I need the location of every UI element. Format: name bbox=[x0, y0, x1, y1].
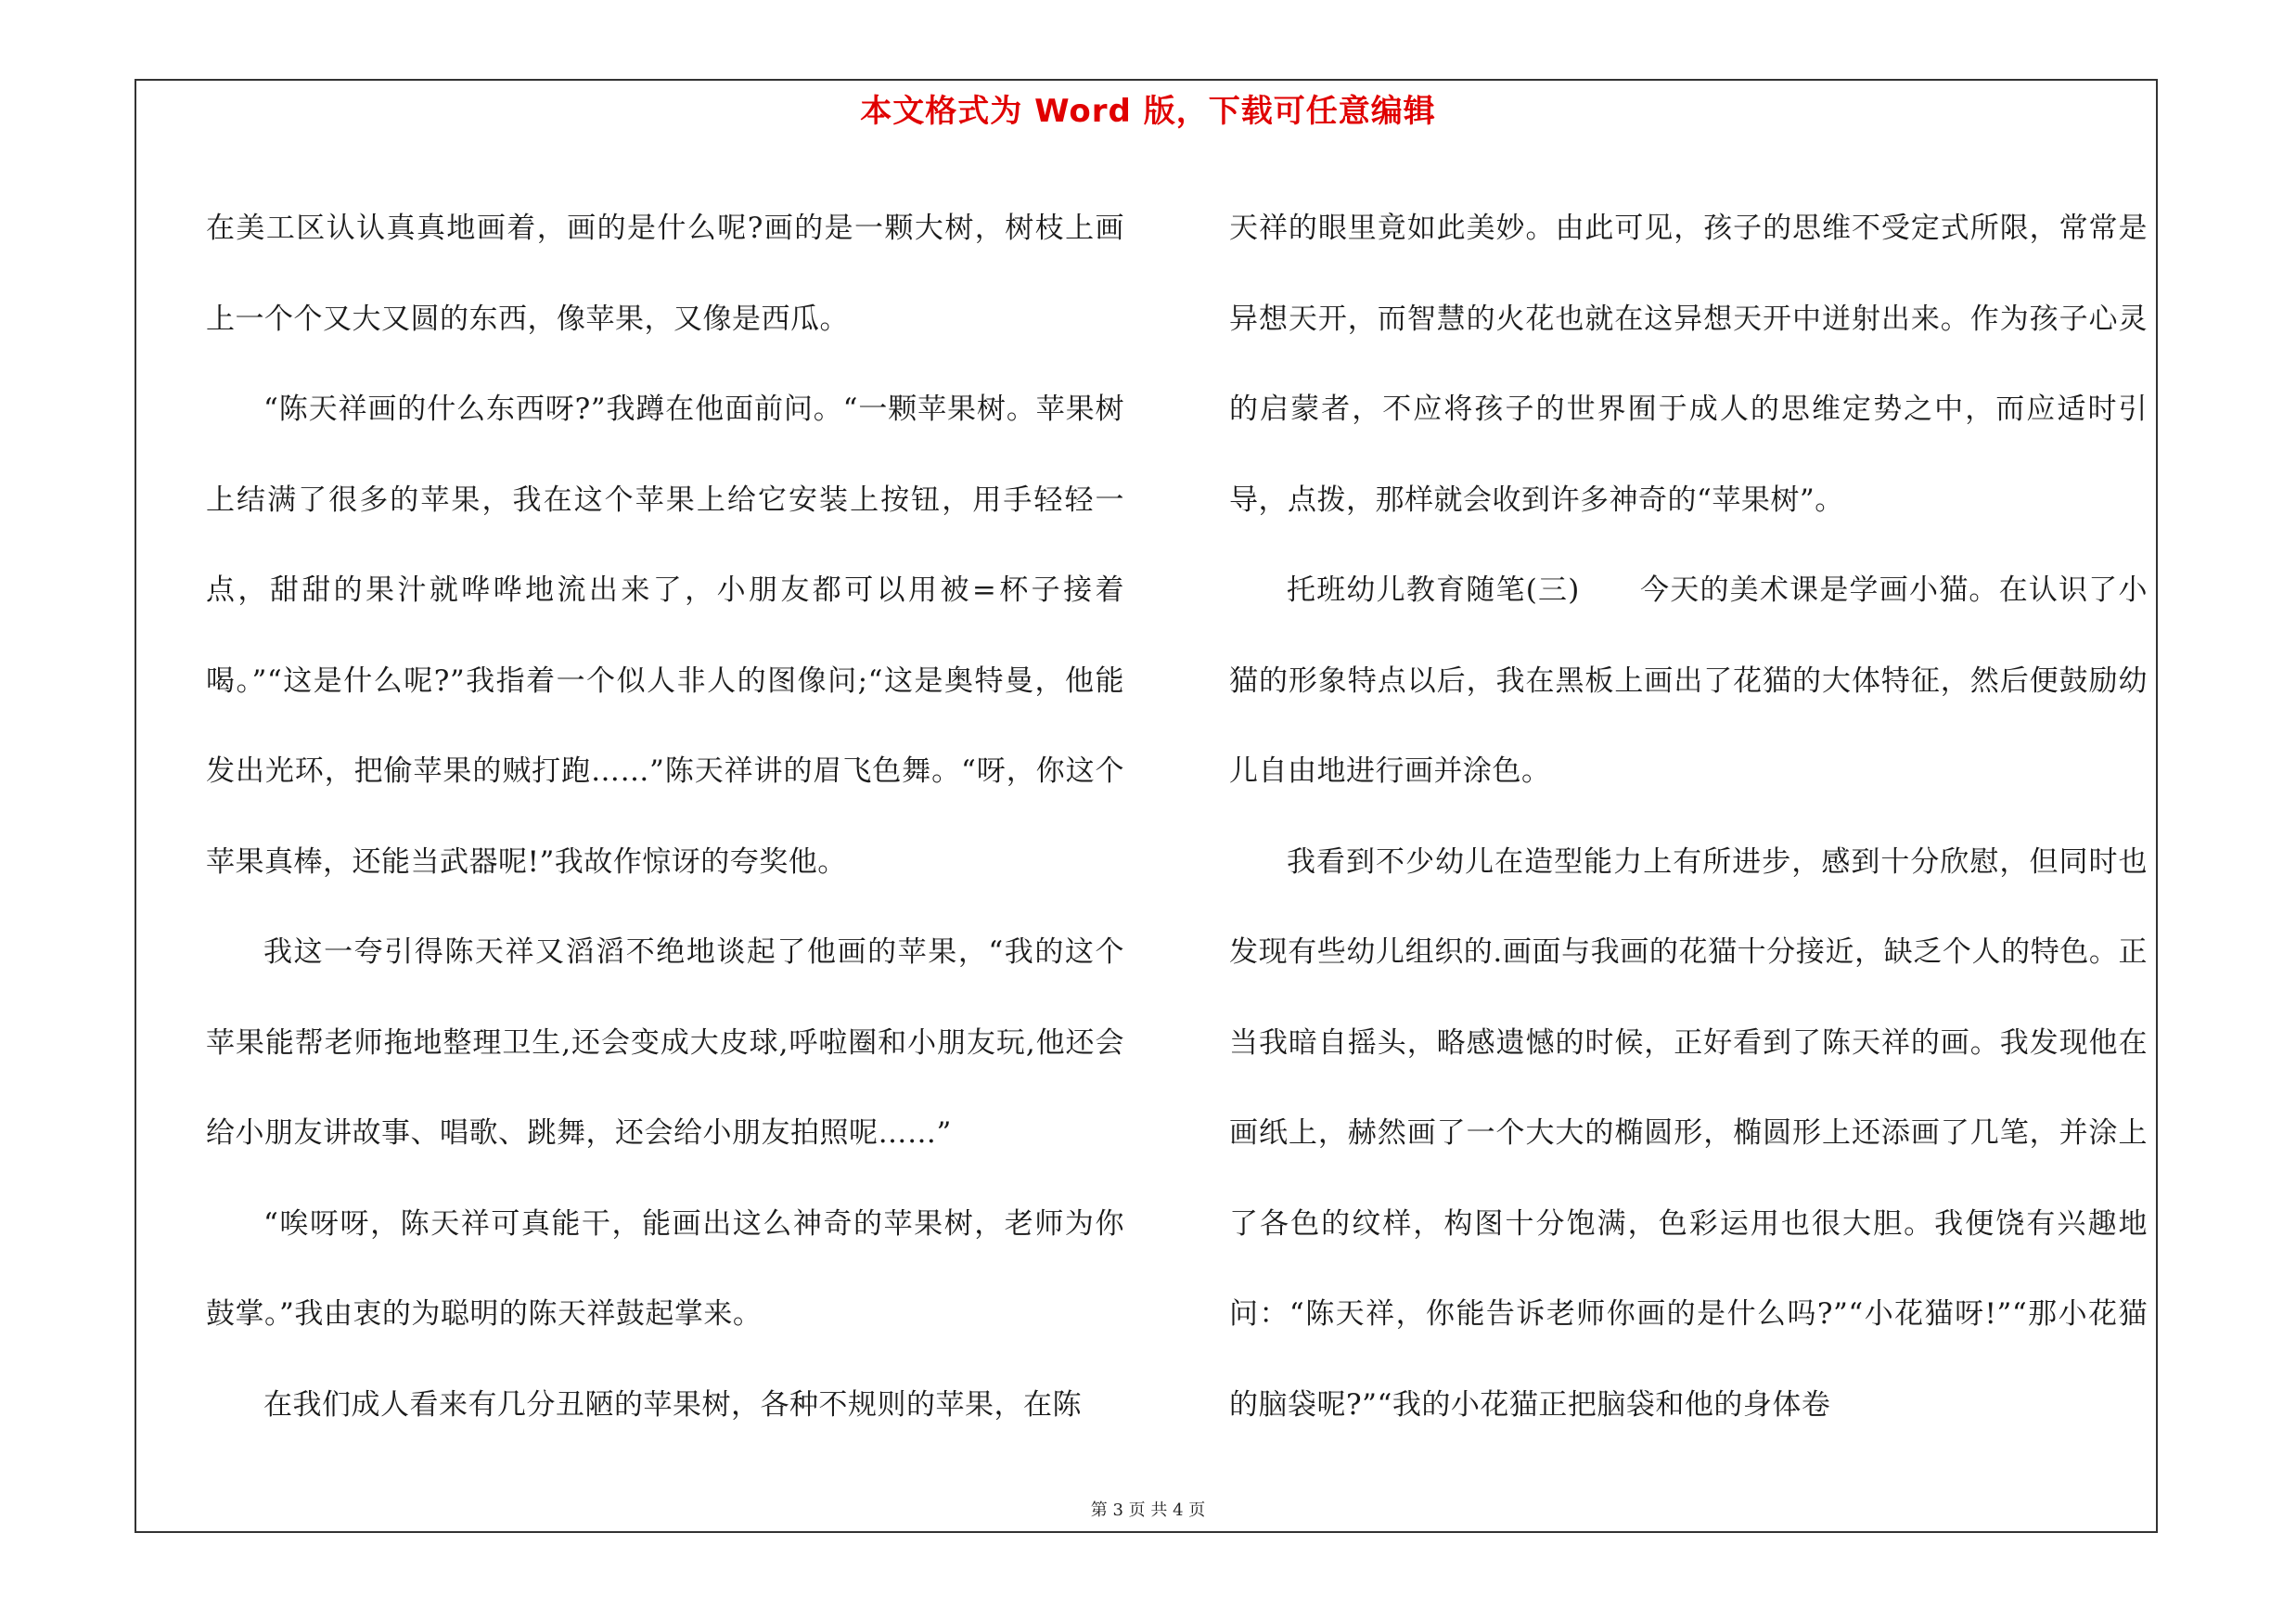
footer-middle: 页 共 bbox=[1128, 1501, 1168, 1520]
paragraph: 我看到不少幼儿在造型能力上有所进步，感到十分欣慰，但同时也发现有些幼儿组织的.画面与我画的花猫十分接近，缺乏个人的特色。正当我暗自摇头，略感遗憾的时候，正好看到了陈天祥的画。我发现他在画纸上，赫然画了一个大大的椭圆形，椭圆形上还添画了几笔，并涂上了各色的纹样，构图十分饱满，色彩运用也很大胆。我便饶有兴趣地问：“陈天祥，你能告诉老师你画的是什么吗?”“小花猫呀!”“那小花猫的脑袋呢?”“我的小花猫正把脑袋和他的身体卷 bbox=[1229, 844, 2148, 1422]
left-column bbox=[206, 184, 1124, 1450]
paragraph: 我这一夸引得陈天祥又滔滔不绝地谈起了他画的苹果，“我的这个苹果能帮老师拖地整理卫生,还会变成大皮球,呼啦圈和小朋友玩,他还会给小朋友讲故事、唱歌、跳舞，还会给小朋友拍照呢……” bbox=[206, 935, 1124, 1150]
paragraph: 托班幼儿教育随笔(三) 今天的美术课是学画小猫。在认识了小猫的形象特点以后，我在黑板上画出了花猫的大体特征，然后便鼓励幼儿自由地进行画并涂色。 bbox=[1229, 573, 2148, 788]
header-banner: 本文格式为 Word 版，下载可任意编辑 bbox=[860, 93, 1436, 130]
paragraph: “唉呀呀，陈天祥可真能干，能画出这么神奇的苹果树，老师为你鼓掌。”我由衷的为聪明的陈天祥鼓起掌来。 bbox=[206, 1206, 1124, 1331]
paragraph: 在我们成人看来有几分丑陋的苹果树，各种不规则的苹果，在陈 bbox=[263, 1387, 1082, 1422]
right-column bbox=[1229, 184, 2148, 1450]
footer-suffix: 页 bbox=[1188, 1501, 1206, 1520]
paragraph: 在美工区认认真真地画着，画的是什么呢?画的是一颗大树，树枝上画上一个个又大又圆的东西，像苹果，又像是西瓜。 bbox=[206, 212, 1124, 336]
footer-prefix: 第 bbox=[1090, 1501, 1108, 1520]
current-page-number: 3 bbox=[1112, 1501, 1123, 1520]
paragraph: 天祥的眼里竟如此美妙。由此可见，孩子的思维不受定式所限，常常是异想天开，而智慧的火花也就在这异想天开中迸射出来。作为孩子心灵的启蒙者，不应将孩子的世界囿于成人的思维定势之中，而应适时引导，点拨，那样就会收到许多神奇的“苹果树”。 bbox=[1229, 212, 2148, 517]
paragraph: “陈天祥画的什么东西呀?”我蹲在他面前问。“一颗苹果树。苹果树上结满了很多的苹果，我在这个苹果上给它安装上按钮，用手轻轻一点，甜甜的果汁就哗哗地流出来了，小朋友都可以用被=杯子接着喝。”“这是什么呢?”我指着一个似人非人的图像问;“这是奥特曼，他能发出光环，把偷苹果的贼打跑……”陈天祥讲的眉飞色舞。“呀，你这个苹果真棒，还能当武器呢!”我故作惊讶的夸奖他。 bbox=[206, 393, 1124, 879]
page-number-footer bbox=[0, 1497, 2296, 1521]
total-page-number: 4 bbox=[1173, 1501, 1184, 1520]
